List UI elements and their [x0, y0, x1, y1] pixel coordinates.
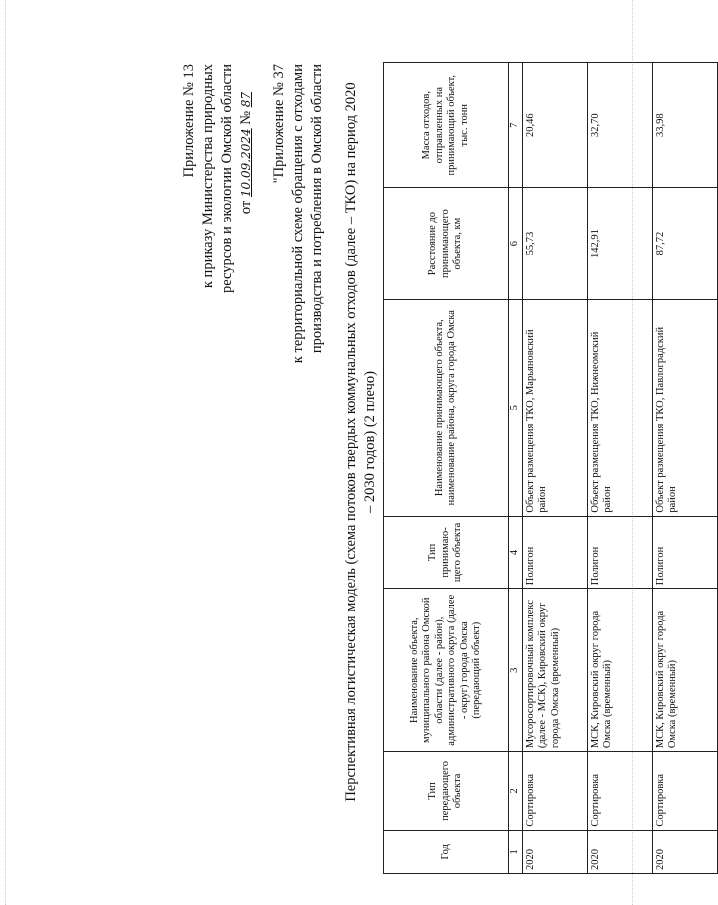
cell-source-type: Сортировка	[652, 752, 717, 830]
column-number: 1	[509, 830, 523, 873]
document-title	[342, 62, 380, 822]
cell-distance: 87,72	[652, 188, 717, 299]
order-ministry-line: к приказу Министерства природных	[200, 64, 216, 289]
column-number: 2	[509, 752, 523, 830]
header-source-object: Наименование объекта, муниципального района Омской области (далее - район), административного округа (далее - округ) города Омска (передающий объект)	[384, 589, 509, 752]
header-mass: Масса отходов, отправленных на принимающий объект, тыс. тонн	[384, 63, 509, 188]
scheme-appendix-line: "Приложение № 37	[271, 64, 287, 184]
table-row	[652, 63, 717, 874]
header-receiver-object: Наименование принимающего объекта, наименование района, округа города Омска	[384, 299, 509, 516]
order-date-handwritten: 10.09.2024	[239, 128, 253, 198]
header-source-type: Тип передающего объекта	[384, 752, 509, 830]
document-page	[180, 2, 678, 902]
order-appendix-line: Приложение № 13	[181, 64, 197, 178]
cell-mass: 33,98	[652, 63, 717, 188]
scheme-appendix-line-3: производства и потребления в Омской области	[309, 64, 325, 354]
header-receiver-type: Тип принимаю-щего объекта	[384, 516, 509, 589]
cell-receiver-type: Полигон	[587, 516, 652, 589]
scheme-header	[270, 64, 327, 484]
column-number: 3	[509, 589, 523, 752]
cell-receiver-object: Объект размещения ТКО, Павлоградский район	[652, 299, 717, 516]
title-line-2: – 2030 годов) (2 плечо)	[362, 371, 378, 513]
cell-source-type: Сортировка	[522, 752, 587, 830]
scheme-appendix-line-2: к территориальной схеме обращения с отходами	[290, 64, 306, 364]
header-distance: Расстояние до принимающего объекта, км	[384, 188, 509, 299]
table-header-row	[384, 63, 509, 874]
order-date-line	[237, 64, 256, 444]
scan-edge-left	[5, 0, 6, 905]
column-number: 7	[509, 63, 523, 188]
column-number: 5	[509, 299, 523, 516]
logistics-table	[383, 62, 718, 874]
cell-source-object: Мусоросортировочный комплекс (далее - МСК), Кировский округ города Омска (временный)	[522, 589, 587, 752]
order-number-sign: №	[238, 110, 254, 125]
order-ministry-line-2: ресурсов и экологии Омской области	[219, 64, 235, 293]
cell-receiver-object: Объект размещения ТКО, Нижнеомский район	[587, 299, 652, 516]
cell-distance: 55,73	[522, 188, 587, 299]
order-header	[180, 64, 256, 444]
header-year: Год	[384, 830, 509, 873]
cell-mass: 32,70	[587, 63, 652, 188]
cell-year: 2020	[522, 830, 587, 873]
table-row	[522, 63, 587, 874]
cell-source-type: Сортировка	[587, 752, 652, 830]
order-date-prefix: от	[238, 200, 254, 215]
table-row	[587, 63, 652, 874]
cell-year: 2020	[652, 830, 717, 873]
order-number-handwritten: 87	[239, 92, 253, 108]
cell-distance: 142,91	[587, 188, 652, 299]
cell-receiver-type: Полигон	[522, 516, 587, 589]
cell-receiver-object: Объект размещения ТКО, Марьяновский район	[522, 299, 587, 516]
column-number: 4	[509, 516, 523, 589]
column-number: 6	[509, 188, 523, 299]
cell-mass: 20,46	[522, 63, 587, 188]
cell-year: 2020	[587, 830, 652, 873]
cell-receiver-type: Полигон	[652, 516, 717, 589]
cell-source-object: МСК, Кировский округ города Омска (временный)	[652, 589, 717, 752]
cell-source-object: МСК, Кировский округ города Омска (временный)	[587, 589, 652, 752]
table-number-row	[509, 63, 523, 874]
title-line-1: Перспективная логистическая модель (схема потоков твердых коммунальных отходов (далее – ТКО) на период 2020	[343, 82, 359, 802]
